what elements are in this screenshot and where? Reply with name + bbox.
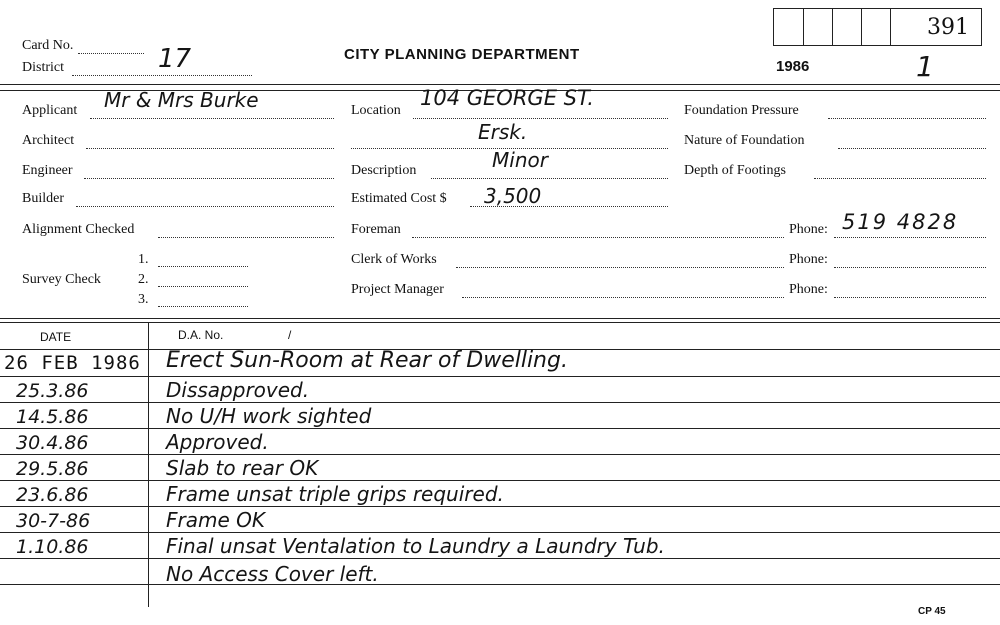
ruled-line <box>0 376 1000 377</box>
nature-of-foundation-line <box>838 148 986 149</box>
ruled-line <box>0 558 1000 559</box>
date-column-header: DATE <box>40 330 72 344</box>
log-date: 1.10.86 <box>16 536 89 558</box>
log-divider-top-2 <box>0 322 1000 323</box>
card-no-label: Card No. <box>22 38 74 53</box>
estimated-cost-label: Estimated Cost $ <box>351 191 447 206</box>
project-manager-line <box>462 297 784 298</box>
ruled-line <box>0 506 1000 507</box>
builder-label: Builder <box>22 191 64 206</box>
log-date: 14.5.86 <box>16 406 89 428</box>
ruled-line <box>0 428 1000 429</box>
description-label: Description <box>351 163 417 178</box>
log-entry: Final unsat Ventalation to Laundry a Laundry Tub. <box>166 534 665 558</box>
log-entry: Approved. <box>166 430 269 454</box>
builder-line <box>76 206 334 207</box>
phone-1-line <box>834 237 986 238</box>
survey-3-line <box>158 306 248 307</box>
ruled-line <box>0 584 1000 585</box>
survey-2-label: 2. <box>138 272 149 287</box>
ruled-line <box>0 480 1000 481</box>
district-line <box>72 75 252 76</box>
survey-2-line <box>158 286 248 287</box>
log-date: 29.5.86 <box>16 458 89 480</box>
log-date: 25.3.86 <box>16 380 89 402</box>
alignment-line <box>158 237 334 238</box>
log-entry: No Access Cover left. <box>166 562 379 586</box>
log-entry: Frame OK <box>166 508 265 532</box>
card-number: 391 <box>927 15 969 40</box>
depth-of-footings-label: Depth of Footings <box>684 163 786 178</box>
architect-line <box>86 148 334 149</box>
card-year: 1986 <box>776 58 810 75</box>
form-code: CP 45 <box>918 606 946 617</box>
engineer-line <box>84 178 334 179</box>
district-label: District <box>22 60 64 75</box>
foreman-line <box>412 237 784 238</box>
date-column-divider <box>148 322 149 607</box>
log-date: 26 FEB 1986 <box>4 352 141 374</box>
clerk-of-works-label: Clerk of Works <box>351 252 437 267</box>
survey-3-label: 3. <box>138 292 149 307</box>
log-date: 30-7-86 <box>16 510 91 532</box>
architect-label: Architect <box>22 133 75 148</box>
project-manager-label: Project Manager <box>351 282 444 297</box>
applicant-line <box>90 118 334 119</box>
clerk-of-works-line <box>456 267 784 268</box>
survey-check-label: Survey Check <box>22 272 101 287</box>
phone-3-label: Phone: <box>789 282 828 297</box>
ruled-line <box>0 532 1000 533</box>
log-date: 23.6.86 <box>16 484 89 506</box>
header-divider <box>0 84 1000 85</box>
da-number-header: D.A. No. <box>178 328 224 342</box>
phone-3-line <box>834 297 986 298</box>
log-entry: No U/H work sighted <box>166 404 372 428</box>
ruled-line <box>0 454 1000 455</box>
ruled-line <box>0 402 1000 403</box>
phone-2-line <box>834 267 986 268</box>
card-sub-number: 1 <box>916 50 934 83</box>
location-value: 104 GEORGE ST. <box>420 86 594 110</box>
depth-of-footings-line <box>814 178 986 179</box>
survey-1-line <box>158 266 248 267</box>
location-value-2: Ersk. <box>478 120 528 144</box>
log-entry: Slab to rear OK <box>166 456 319 480</box>
phone-2-label: Phone: <box>789 252 828 267</box>
da-number-value: / <box>288 328 292 342</box>
applicant-label: Applicant <box>22 103 78 118</box>
estimated-cost-value: 3,500 <box>484 184 542 208</box>
alignment-label: Alignment Checked <box>22 222 135 237</box>
district-value: 17 <box>158 44 192 74</box>
applicant-value: Mr & Mrs Burke <box>104 88 259 112</box>
location-label: Location <box>351 103 401 118</box>
survey-1-label: 1. <box>138 252 149 267</box>
log-divider-top <box>0 318 1000 319</box>
description-line <box>431 178 668 179</box>
log-entry: Dissapproved. <box>166 378 310 402</box>
location-line <box>413 118 668 119</box>
card-no-line <box>78 53 144 54</box>
log-entry: Erect Sun-Room at Rear of Dwelling. <box>166 348 568 373</box>
description-value: Minor <box>492 148 548 172</box>
phone-1-label: Phone: <box>789 222 828 237</box>
foundation-pressure-label: Foundation Pressure <box>684 103 799 118</box>
engineer-label: Engineer <box>22 163 73 178</box>
log-entry: Frame unsat triple grips required. <box>166 482 504 506</box>
card-number-box <box>773 8 982 46</box>
log-date: 30.4.86 <box>16 432 89 454</box>
foundation-pressure-line <box>828 118 986 119</box>
nature-of-foundation-label: Nature of Foundation <box>684 133 805 148</box>
foreman-label: Foreman <box>351 222 401 237</box>
phone-1-value: 519 4828 <box>842 210 959 234</box>
page-title: CITY PLANNING DEPARTMENT <box>344 46 580 63</box>
